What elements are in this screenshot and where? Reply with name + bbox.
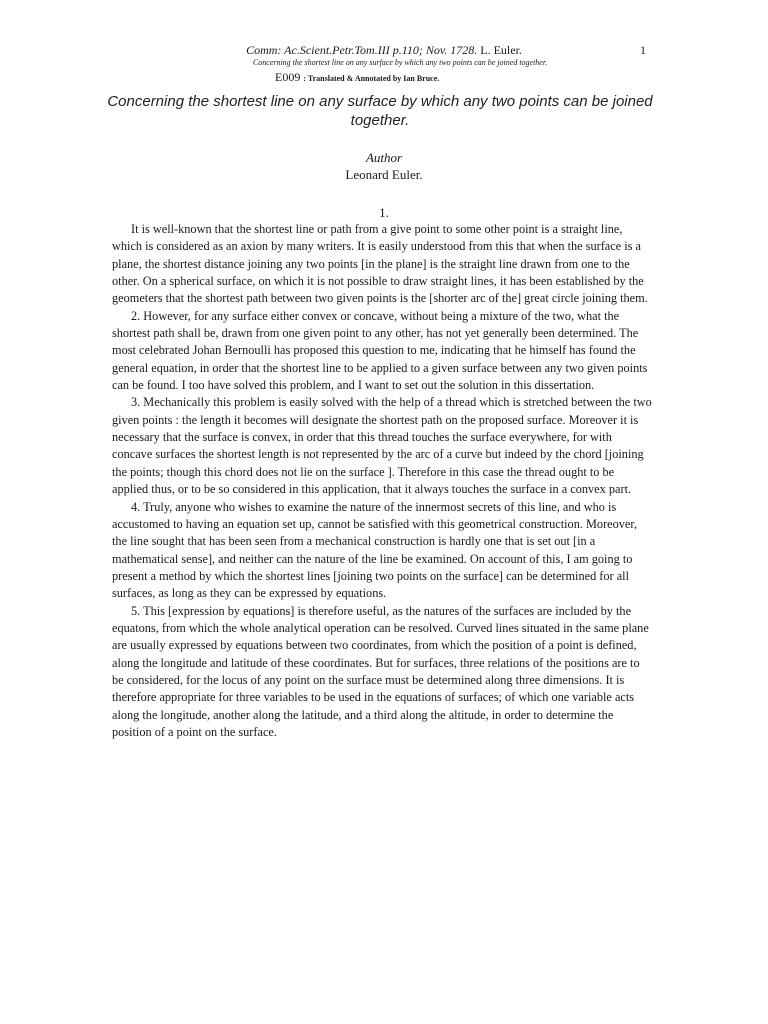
paragraph: 3. Mechanically this problem is easily solved with the help of a thread which is stretched between the two given points : the length it becomes will designate the shortest path on the proposed surface. Moreover it is necessary that the surface is convex, in order that this thread touches the surface everywhere, for with concave surfaces the shortest length is not represented by the arc of a curve but indeed by the chord [joining the points; though this chord does not lie on the surface ]. Therefore in this case the thread ought to be applied thus, or to be so considered in this application, that it always touches the surface in a convex part. [112, 395, 652, 497]
paragraph: 5. This [expression by equations] is therefore useful, as the natures of the surfaces are included by the equatons, from which the whole analytical operation can be resolved. Curved lines situated in the same plane are usually expressed by equations between two coordinates, from which the position of a point is defined, along the longitude and latitude of these coordinates. But for surfaces, three relations of the positions are to be considered, for the locus of any point on the surface must be determined along three dimensions. It is therefore appropriate for three variables to be used in the equations of surfaces; of which one variable acts along the longitude, another along the latitude, and a third along the altitude, in order to determine the position of a point on the surface. [112, 603, 649, 739]
paragraph: 4. Truly, anyone who wishes to examine the nature of the innermost secrets of this line, and who is accustomed to having an equation set up, cannot be satisfied with this geometrical construction. Moreover, the line sought that has been seen from a mechanical construction is hardly one that is set out [in a mathematical sense], and neither can the nature of the line be examined. On account of this, I am going to present a method by which the shortest lines [joining two points on the surface] can be determined for all surfaces, as long as they can be expressed by equations. [112, 499, 638, 601]
author-label: Author [365, 150, 403, 165]
header-citation: Comm: Ac.Scient.Petr.Tom.III p.110; Nov. 1728. [246, 43, 478, 57]
translator-line [275, 70, 439, 86]
body-text [112, 221, 652, 741]
paragraph: 2. However, for any surface either convex or concave, without being a mixture of the two, what the shortest path shall be, drawn from one given point to any other, has not yet generally been determined. The most celebrated Johan Bernoulli has proposed this question to me, indicating that he himself has found the general equation, in order that the shortest line to be applied to a given surface between any two given points can be found. I too have solved this problem, and I want to set out the solution in this dissertation. [112, 308, 648, 393]
document-title: Concerning the shortest line on any surface by which any two points can be joined together. [107, 93, 653, 129]
document-code: E009 [275, 70, 301, 84]
translator-credit: : Translated & Annotated by Ian Bruce. [303, 74, 440, 83]
section-number: 1. [379, 205, 389, 220]
header-citation-line [0, 43, 768, 57]
running-title: Concerning the shortest line on any surface by which any two points can be joined together. [252, 58, 548, 67]
page-number: 1 [640, 43, 646, 57]
paragraph: It is well-known that the shortest line or path from a give point to some other point is a straight line, which is considered as an axion by many writers. It is easily understood from this that when the surface is a plane, the shortest distance joining any two points [in the plane] is the straight line drawn from one to the other. On a spherical surface, on which it is not possible to draw straight lines, it has been established by the geometers that the shortest path between two given points is the [shorter arc of the] great circle joining them. [112, 222, 648, 306]
header-author: L. Euler. [480, 43, 522, 57]
author-name: Leonard Euler. [345, 167, 423, 182]
